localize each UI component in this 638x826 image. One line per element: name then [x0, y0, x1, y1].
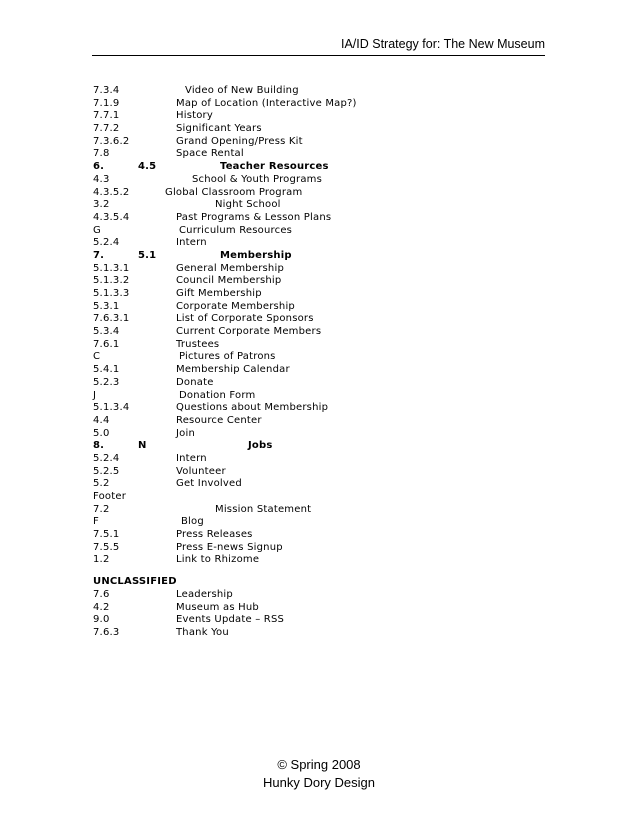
page-header-title: IA/ID Strategy for: The New Museum	[340, 37, 545, 51]
outline-code: 5.3.1	[93, 300, 120, 312]
outline-label: Grand Opening/Press Kit	[176, 135, 303, 147]
outline-subcode: 5.1	[138, 249, 157, 261]
outline-row	[93, 275, 553, 288]
outline-code: 7.6	[93, 588, 110, 600]
outline-row	[93, 516, 553, 529]
header-rule	[92, 55, 545, 56]
outline-label: School & Youth Programs	[192, 173, 323, 185]
outline-label: Pictures of Patrons	[179, 351, 276, 363]
outline-row	[93, 136, 553, 149]
outline-label: Membership Calendar	[176, 364, 290, 376]
outline-row	[93, 85, 553, 98]
outline-code: 7.8	[93, 148, 110, 160]
outline-row	[93, 402, 553, 415]
outline-label: Events Update – RSS	[176, 614, 285, 626]
outline-label: Get Involved	[176, 478, 242, 490]
outline-label: Blog	[181, 516, 204, 528]
outline-code: 7.7.1	[93, 110, 120, 122]
outline-row	[93, 288, 553, 301]
outline-code: 5.2.4	[93, 237, 120, 249]
outline-label: Donate	[176, 376, 214, 388]
outline-label: Questions about Membership	[176, 402, 329, 414]
outline-row	[93, 614, 553, 627]
outline-label: Map of Location (Interactive Map?)	[176, 97, 357, 109]
outline-code: G	[93, 224, 101, 236]
outline-label: Current Corporate Members	[176, 326, 322, 338]
outline-code: Footer	[93, 491, 127, 502]
outline-code: 3.2	[93, 199, 110, 211]
outline-code: 9.0	[93, 614, 110, 626]
outline-row	[93, 390, 553, 403]
outline-label: Volunteer	[176, 465, 226, 477]
outline-code: 5.1.3.4	[93, 402, 130, 414]
outline-row	[93, 326, 553, 339]
outline-code: C	[93, 351, 101, 363]
outline-label: Press E-news Signup	[176, 541, 283, 553]
outline-code: 5.4.1	[93, 364, 120, 376]
outline-code: 4.3	[93, 173, 110, 185]
outline-row	[93, 453, 553, 466]
outline-code: 4.4	[93, 414, 110, 426]
outline-row	[93, 123, 553, 136]
outline-row	[93, 529, 553, 542]
outline-subcode: 4.5	[138, 161, 157, 173]
outline-code: J	[93, 389, 97, 401]
outline-label: Thank You	[176, 626, 229, 638]
outline-row	[93, 339, 553, 352]
outline-row	[93, 491, 553, 504]
outline-label: Global Classroom Program	[165, 186, 303, 198]
outline-code: 5.0	[93, 427, 110, 439]
outline-label: Council Membership	[176, 275, 282, 287]
outline-code: 6.	[93, 161, 105, 173]
outline-code: 8.	[93, 440, 105, 452]
outline-code: F	[93, 516, 99, 528]
outline-label: Donation Form	[179, 389, 256, 401]
outline-code: 5.1.3.3	[93, 288, 130, 299]
outline-code: UNCLASSIFIED	[93, 576, 177, 588]
outline-label: Museum as Hub	[176, 601, 259, 613]
outline-label: Past Programs & Lesson Plans	[176, 211, 332, 223]
outline-label: Membership	[220, 249, 292, 261]
outline-code: 5.2.3	[93, 376, 120, 388]
outline-label: Intern	[176, 237, 207, 249]
footer-copyright: © Spring 2008	[277, 757, 361, 772]
outline-subcode: N	[138, 440, 147, 452]
outline-row	[93, 504, 553, 517]
outline-code: 4.3.5.2	[93, 186, 130, 198]
outline-row	[93, 377, 553, 390]
outline-label: Night School	[215, 199, 281, 211]
outline-spacer	[93, 567, 553, 576]
outline-row	[93, 466, 553, 479]
outline-label: Space Rental	[176, 148, 244, 160]
outline-code: 7.5.1	[93, 529, 120, 541]
footer-company: Hunky Dory Design	[263, 775, 375, 790]
outline-code: 7.6.1	[93, 338, 120, 350]
outline-code: 7.	[93, 249, 105, 261]
outline-row	[93, 478, 553, 491]
outline-row	[93, 263, 553, 276]
outline-label: Leadership	[176, 588, 233, 600]
outline-label: Mission Statement	[215, 503, 312, 515]
outline-section-row	[93, 161, 553, 174]
outline-row	[93, 212, 553, 225]
outline-row	[93, 187, 553, 200]
outline-code: 7.5.5	[93, 541, 120, 553]
outline-row	[93, 174, 553, 187]
outline-label: Corporate Membership	[176, 300, 295, 312]
outline-row	[93, 313, 553, 326]
outline-code: 7.3.6.2	[93, 135, 130, 147]
outline-row	[93, 225, 553, 238]
outline-label: Resource Center	[176, 414, 262, 426]
outline-row	[93, 542, 553, 555]
outline-label: Intern	[176, 452, 207, 464]
outline-code: 5.2.5	[93, 465, 120, 477]
outline-code: 4.2	[93, 601, 110, 613]
outline-code: 7.6.3.1	[93, 313, 130, 325]
outline-section-row	[93, 440, 553, 453]
outline-label: Significant Years	[176, 123, 262, 135]
outline-code: 7.1.9	[93, 97, 120, 109]
outline-label: Teacher Resources	[220, 161, 329, 173]
outline-code: 5.1.3.1	[93, 262, 130, 274]
outline-row	[93, 415, 553, 428]
outline-code: 4.3.5.4	[93, 211, 130, 223]
outline-label: Trustees	[176, 338, 220, 350]
outline-row	[93, 627, 553, 640]
outline-row	[93, 428, 553, 441]
outline-code: 7.6.3	[93, 626, 120, 638]
outline-code: 7.7.2	[93, 123, 120, 135]
outline-row	[93, 148, 553, 161]
outline-row	[93, 351, 553, 364]
outline-label: List of Corporate Sponsors	[176, 313, 314, 325]
outline-row	[93, 199, 553, 212]
outline-code: 5.2.4	[93, 452, 120, 464]
outline-row	[93, 364, 553, 377]
outline-row	[93, 589, 553, 602]
site-outline-list	[93, 85, 553, 640]
outline-label: Press Releases	[176, 529, 253, 541]
outline-row	[93, 301, 553, 314]
outline-row	[93, 98, 553, 111]
outline-section-row	[93, 576, 553, 589]
outline-section-row	[93, 250, 553, 263]
outline-label: Join	[176, 427, 195, 439]
outline-label: Jobs	[248, 440, 273, 452]
outline-label: Gift Membership	[176, 288, 262, 299]
outline-row	[93, 602, 553, 615]
outline-label: Link to Rhizome	[176, 554, 260, 566]
outline-label: History	[176, 110, 213, 122]
outline-code: 7.3.4	[93, 85, 120, 96]
outline-code: 5.1.3.2	[93, 275, 130, 287]
outline-code: 5.3.4	[93, 326, 120, 338]
outline-label: Curriculum Resources	[179, 224, 293, 236]
outline-row	[93, 110, 553, 123]
outline-code: 1.2	[93, 554, 110, 566]
outline-code: 7.2	[93, 503, 110, 515]
outline-row	[93, 554, 553, 567]
outline-label: General Membership	[176, 262, 284, 274]
outline-code: 5.2	[93, 478, 110, 490]
outline-label: Video of New Building	[185, 85, 299, 96]
outline-row	[93, 237, 553, 250]
